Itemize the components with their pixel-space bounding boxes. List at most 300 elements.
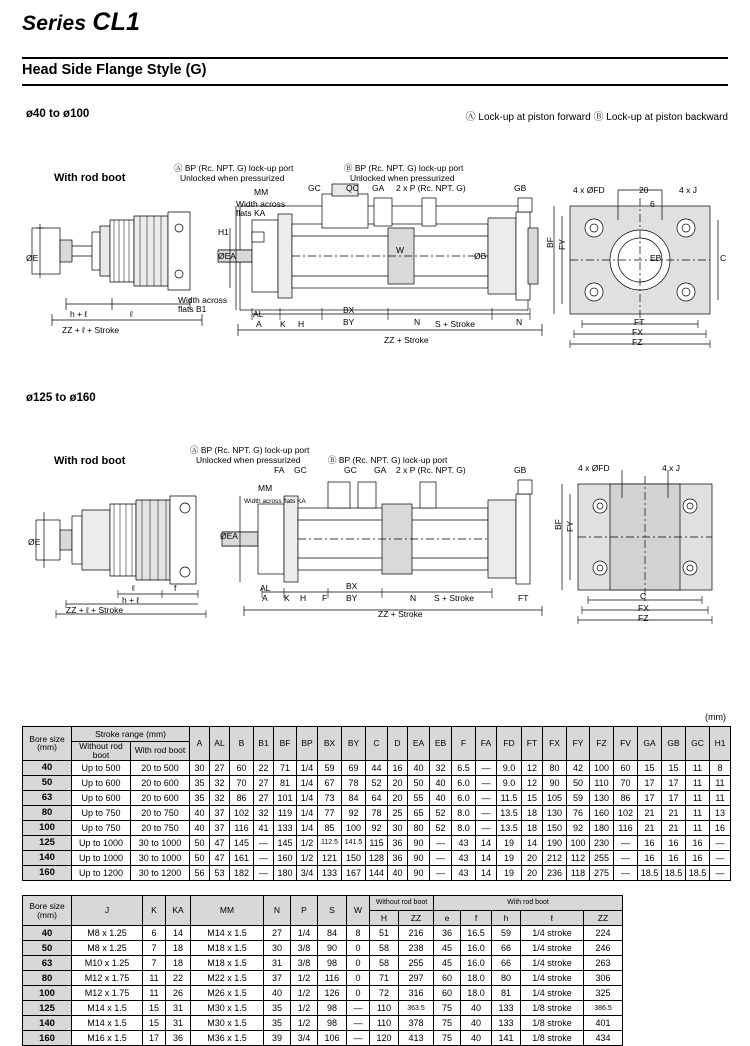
cell-EB: 52	[430, 820, 452, 835]
cell-BF: 71	[274, 760, 297, 775]
cell-F: 8.0	[452, 820, 476, 835]
cell-S: 106	[318, 1031, 347, 1046]
cell-BY: 92	[342, 805, 366, 820]
cell-bore-size: 63	[23, 790, 72, 805]
cell-GA: 16	[638, 850, 662, 865]
cell-e: 75	[434, 1016, 461, 1031]
cell-H1: —	[710, 835, 731, 850]
cell-B1: —	[254, 850, 274, 865]
callout-h1-1: H1	[218, 227, 229, 237]
cell-B: 86	[230, 790, 254, 805]
cell-h-boot: 133	[492, 1001, 521, 1016]
cell-l: 1/4 stroke	[521, 926, 584, 941]
cell-N: 39	[264, 1031, 291, 1046]
cell-BX: 77	[318, 805, 342, 820]
cell-D: 30	[388, 820, 408, 835]
callout-width-across-flats-ka-2: Width across flats KA	[244, 498, 306, 505]
callout-ga-1: GA	[372, 183, 385, 193]
cell-BF: 133	[274, 820, 297, 835]
cell-f: 16.0	[461, 941, 492, 956]
cell-l: 1/8 stroke	[521, 1016, 584, 1031]
callout-oea-2: ØEA	[220, 531, 238, 541]
callout-a-port-2: Ⓐ BP (Rc. NPT. G) lock-up port	[190, 445, 310, 455]
table-row	[23, 986, 623, 1001]
callout-fa-2: FA	[274, 465, 285, 475]
cell-f: 40	[461, 1031, 492, 1046]
th-without-rod-boot: Without rod boot	[72, 742, 131, 761]
table-row	[23, 956, 623, 971]
cell-l: 1/4 stroke	[521, 986, 584, 1001]
cell-F: 8.0	[452, 805, 476, 820]
cell-GC: 16	[686, 835, 710, 850]
th-EA: EA	[408, 727, 430, 761]
th2-K: K	[143, 896, 166, 926]
cell-ZZ-boot: 263	[584, 956, 623, 971]
cell-EA: 50	[408, 775, 430, 790]
cell-N: 37	[264, 971, 291, 986]
cell-FD: 9.0	[497, 775, 522, 790]
callout-c-2: C	[640, 591, 647, 601]
cell-EB: 40	[430, 790, 452, 805]
cell-GB: 15	[662, 760, 686, 775]
cell-EA: 80	[408, 820, 430, 835]
cell-ZZ: 363.5	[399, 1001, 434, 1016]
cell-N: 40	[264, 986, 291, 1001]
divider-under-section-title	[22, 84, 728, 86]
cell-GC: 11	[686, 790, 710, 805]
callout-h-1: H	[298, 319, 305, 329]
cell-FT: 14	[522, 835, 543, 850]
table-row	[23, 775, 731, 790]
cell-h-boot: 133	[492, 1016, 521, 1031]
section-title: Head Side Flange Style (G)	[22, 62, 207, 78]
cell-BY: 150	[342, 850, 366, 865]
th2-bore-line1: Bore size	[29, 900, 65, 911]
th-AL: AL	[210, 727, 230, 761]
cell-N: 27	[264, 926, 291, 941]
th-FT: FT	[522, 727, 543, 761]
cell-FY: 59	[567, 790, 590, 805]
cell-K: 11	[143, 986, 166, 1001]
cell-BX: 67	[318, 775, 342, 790]
callout-b-unlocked-1: Unlocked when pressurized	[350, 173, 455, 183]
cell-BY: 167	[342, 865, 366, 880]
th-GB: GB	[662, 727, 686, 761]
cell-FV: 70	[614, 775, 638, 790]
cell-F: 43	[452, 850, 476, 865]
cell-l: 1/4 stroke	[521, 971, 584, 986]
cell-l: 1/4 stroke	[521, 941, 584, 956]
cell-FD: 19	[497, 865, 522, 880]
cell-GA: 21	[638, 805, 662, 820]
callout-fy-1: FY	[557, 239, 567, 250]
cell-stroke-with-boot: 20 to 750	[131, 805, 190, 820]
cell-FT: 12	[522, 775, 543, 790]
cell-h-boot: 81	[492, 986, 521, 1001]
callout-gc-right-2: GC	[344, 465, 357, 475]
cell-GC: 11	[686, 805, 710, 820]
cell-EB: 52	[430, 805, 452, 820]
cell-FV: 60	[614, 760, 638, 775]
table1-head	[23, 727, 731, 761]
cell-FY: 76	[567, 805, 590, 820]
cell-FY: 50	[567, 775, 590, 790]
cell-ZZ: 238	[399, 941, 434, 956]
cell-FY: 92	[567, 820, 590, 835]
cell-ZZ: 378	[399, 1016, 434, 1031]
cell-KA: 18	[166, 941, 191, 956]
cell-GA: 18.5	[638, 865, 662, 880]
cell-bore-size: 80	[23, 971, 72, 986]
th-F: F	[452, 727, 476, 761]
cell-H: 58	[370, 956, 399, 971]
cell-l: 1/8 stroke	[521, 1001, 584, 1016]
cell-FZ: 275	[590, 865, 614, 880]
cell-H: 71	[370, 971, 399, 986]
cell-C: 144	[366, 865, 388, 880]
cell-BX: 133	[318, 865, 342, 880]
cell-D: 16	[388, 760, 408, 775]
th-A: A	[190, 727, 210, 761]
cell-A: 35	[190, 775, 210, 790]
cell-K: 7	[143, 956, 166, 971]
th2-without-rod-boot: Without rod boot	[370, 896, 434, 911]
cell-bore-size: 50	[23, 941, 72, 956]
cell-J: M8 x 1.25	[72, 926, 143, 941]
th-D: D	[388, 727, 408, 761]
cell-MM: M36 x 1.5	[191, 1031, 264, 1046]
cell-AL: 32	[210, 790, 230, 805]
divider-top	[22, 57, 728, 59]
cell-stroke-with-boot: 30 to 1200	[131, 865, 190, 880]
th-BP: BP	[297, 727, 318, 761]
cell-FZ: 160	[590, 805, 614, 820]
th-FA: FA	[476, 727, 497, 761]
cell-stroke-without-boot: Up to 750	[72, 820, 131, 835]
cell-stroke-with-boot: 20 to 600	[131, 790, 190, 805]
cell-B1: 22	[254, 760, 274, 775]
cell-GC: 11	[686, 760, 710, 775]
cell-H1: 11	[710, 790, 731, 805]
unit-note: (mm)	[705, 712, 726, 722]
callout-mm-1: MM	[254, 187, 269, 197]
dimension-table-1	[22, 726, 731, 881]
th2-with-rod-boot: With rod boot	[434, 896, 623, 911]
cell-MM: M30 x 1.5	[191, 1001, 264, 1016]
cell-FT: 15	[522, 790, 543, 805]
cell-FA: —	[476, 820, 497, 835]
cell-B1: 32	[254, 805, 274, 820]
callout-gc-1: GC	[308, 183, 321, 193]
cell-BP: 1/4	[297, 760, 318, 775]
cell-C: 92	[366, 820, 388, 835]
cell-bore-size: 80	[23, 805, 72, 820]
cell-GA: 17	[638, 790, 662, 805]
th-FX: FX	[543, 727, 567, 761]
cell-FV: 116	[614, 820, 638, 835]
cell-P: 1/2	[291, 1016, 318, 1031]
bore-range-label-1: ø40 to ø100	[26, 108, 90, 120]
table-row	[23, 926, 623, 941]
cell-ZZ: 413	[399, 1031, 434, 1046]
table-row	[23, 820, 731, 835]
th-stroke-range: Stroke range (mm)	[72, 727, 190, 742]
callout-s-stroke-1: S + Stroke	[435, 319, 475, 329]
drawing-125-160	[22, 412, 728, 632]
cell-EA: 90	[408, 865, 430, 880]
th2-P: P	[291, 896, 318, 926]
cell-FV: 86	[614, 790, 638, 805]
cell-H1: —	[710, 850, 731, 865]
cell-BP: 1/2	[297, 850, 318, 865]
cell-EB: 32	[430, 760, 452, 775]
callout-a-port-1: Ⓐ BP (Rc. NPT. G) lock-up port	[174, 163, 294, 173]
table-row	[23, 941, 623, 956]
cell-AL: 37	[210, 820, 230, 835]
cell-BX: 112.5	[318, 835, 342, 850]
cell-stroke-without-boot: Up to 600	[72, 775, 131, 790]
cell-f: 18.0	[461, 986, 492, 1001]
th-FZ: FZ	[590, 727, 614, 761]
cell-GB: 21	[662, 805, 686, 820]
th-H1: H1	[710, 727, 731, 761]
cell-bore-size: 50	[23, 775, 72, 790]
cell-P: 3/8	[291, 956, 318, 971]
th-with-rod-boot: With rod boot	[131, 742, 190, 761]
cell-KA: 31	[166, 1001, 191, 1016]
cell-FZ: 100	[590, 760, 614, 775]
callout-ft-1: FT	[634, 317, 645, 327]
cell-FZ: 255	[590, 850, 614, 865]
cell-l: 1/4 stroke	[521, 956, 584, 971]
cell-BF: 101	[274, 790, 297, 805]
cell-FT: 12	[522, 760, 543, 775]
cell-ZZ: 216	[399, 926, 434, 941]
callout-oe-2: ØE	[28, 537, 41, 547]
cell-FD: 9.0	[497, 760, 522, 775]
cell-e: 75	[434, 1001, 461, 1016]
cell-GB: 18.5	[662, 865, 686, 880]
cell-f: 16.5	[461, 926, 492, 941]
cell-KA: 36	[166, 1031, 191, 1046]
cell-P: 1/2	[291, 986, 318, 1001]
cell-FD: 11.5	[497, 790, 522, 805]
cell-J: M12 x 1.75	[72, 971, 143, 986]
cell-MM: M18 x 1.5	[191, 941, 264, 956]
cell-AL: 27	[210, 760, 230, 775]
cell-stroke-with-boot: 20 to 750	[131, 820, 190, 835]
cell-P: 1/4	[291, 926, 318, 941]
cell-BX: 121	[318, 850, 342, 865]
cell-B: 116	[230, 820, 254, 835]
th-GC: GC	[686, 727, 710, 761]
cell-GA: 15	[638, 760, 662, 775]
th2-W: W	[347, 896, 370, 926]
cell-W: 0	[347, 941, 370, 956]
cell-B: 161	[230, 850, 254, 865]
cell-W: 0	[347, 986, 370, 1001]
th-C: C	[366, 727, 388, 761]
callout-bx-2: BX	[346, 581, 358, 591]
cell-FX: 190	[543, 835, 567, 850]
cell-BP: 1/4	[297, 775, 318, 790]
cell-ZZ-boot: 434	[584, 1031, 623, 1046]
cell-GB: 16	[662, 835, 686, 850]
series-name: CL1	[92, 8, 141, 36]
cell-stroke-without-boot: Up to 500	[72, 760, 131, 775]
table-row	[23, 835, 731, 850]
callout-f-small-2: f	[174, 583, 177, 593]
cell-stroke-with-boot: 20 to 500	[131, 760, 190, 775]
cell-BY: 100	[342, 820, 366, 835]
th2-ZZ: ZZ	[399, 911, 434, 926]
cell-FD: 19	[497, 835, 522, 850]
cell-H1: 11	[710, 775, 731, 790]
cell-H1: 13	[710, 805, 731, 820]
cell-h-boot: 66	[492, 941, 521, 956]
cell-W: 0	[347, 956, 370, 971]
callout-al-1: AL	[253, 309, 264, 319]
cell-BY: 69	[342, 760, 366, 775]
cell-FZ: 110	[590, 775, 614, 790]
cell-EB: —	[430, 865, 452, 880]
cell-W: —	[347, 1001, 370, 1016]
th-GA: GA	[638, 727, 662, 761]
cell-stroke-with-boot: 30 to 1000	[131, 835, 190, 850]
cell-FA: —	[476, 760, 497, 775]
cell-BP: 1/2	[297, 835, 318, 850]
cell-B: 145	[230, 835, 254, 850]
cell-J: M8 x 1.25	[72, 941, 143, 956]
cell-F: 6.0	[452, 790, 476, 805]
th-B: B	[230, 727, 254, 761]
cell-GB: 17	[662, 775, 686, 790]
cell-J: M16 x 1.5	[72, 1031, 143, 1046]
th-bore-size	[23, 727, 72, 761]
table-row	[23, 865, 731, 880]
cell-stroke-without-boot: Up to 750	[72, 805, 131, 820]
bore-range-label-2: ø125 to ø160	[26, 392, 96, 404]
cell-FX: 130	[543, 805, 567, 820]
cell-BP: 1/4	[297, 820, 318, 835]
callout-h-plus-l-1: h + ℓ	[70, 309, 88, 319]
cell-bore-size: 63	[23, 956, 72, 971]
cell-BP: 3/4	[297, 865, 318, 880]
callout-6-1: 6	[650, 199, 655, 209]
cell-H1: 16	[710, 820, 731, 835]
cell-H1: —	[710, 865, 731, 880]
callout-b-port-2: Ⓑ BP (Rc. NPT. G) lock-up port	[328, 455, 448, 465]
cell-f: 16.0	[461, 956, 492, 971]
cell-B: 60	[230, 760, 254, 775]
cell-N: 31	[264, 956, 291, 971]
cell-FV: —	[614, 865, 638, 880]
cell-ZZ: 297	[399, 971, 434, 986]
cell-AL: 32	[210, 775, 230, 790]
callout-4xfd-2: 4 x ØFD	[578, 463, 610, 473]
cell-P: 1/2	[291, 1001, 318, 1016]
cell-ZZ-boot: 401	[584, 1016, 623, 1031]
cell-FV: 102	[614, 805, 638, 820]
table-row	[23, 805, 731, 820]
cell-EB: 40	[430, 775, 452, 790]
callout-k-1: K	[280, 319, 286, 329]
cell-GC: 18.5	[686, 865, 710, 880]
callout-by-2: BY	[346, 593, 358, 603]
cell-B: 102	[230, 805, 254, 820]
callout-2xp-1: 2 x P (Rc. NPT. G)	[396, 183, 466, 193]
th-BY: BY	[342, 727, 366, 761]
th2-N: N	[264, 896, 291, 926]
callout-bf-1: BF	[545, 237, 555, 248]
callout-20-1: 20	[639, 185, 649, 195]
cell-KA: 22	[166, 971, 191, 986]
cell-KA: 18	[166, 956, 191, 971]
callout-al-2: AL	[260, 583, 271, 593]
cell-B1: 41	[254, 820, 274, 835]
cell-AL: 47	[210, 850, 230, 865]
cell-bore-size: 140	[23, 1016, 72, 1031]
cell-GC: 11	[686, 820, 710, 835]
callout-4xj-2: 4 x J	[662, 463, 680, 473]
callout-l-1: ℓ	[130, 309, 133, 319]
cell-h-boot: 80	[492, 971, 521, 986]
cell-bore-size: 40	[23, 760, 72, 775]
cell-D: 40	[388, 865, 408, 880]
cell-P: 3/4	[291, 1031, 318, 1046]
cell-GC: 11	[686, 775, 710, 790]
callout-width-across-flats-b1-1: Width across flats B1	[178, 295, 228, 314]
callout-k-2: K	[284, 593, 290, 603]
callout-bf-2: BF	[553, 519, 563, 530]
cell-C: 64	[366, 790, 388, 805]
cell-GB: 16	[662, 850, 686, 865]
cell-D: 20	[388, 775, 408, 790]
drawing-40-100	[22, 128, 728, 373]
th2-J: J	[72, 896, 143, 926]
cell-H: 110	[370, 1001, 399, 1016]
cell-GB: 17	[662, 790, 686, 805]
th2-h: h	[492, 911, 521, 926]
cell-K: 11	[143, 971, 166, 986]
cell-B: 70	[230, 775, 254, 790]
cell-ZZ-boot: 246	[584, 941, 623, 956]
cell-D: 36	[388, 850, 408, 865]
cell-AL: 47	[210, 835, 230, 850]
th-bore-line1: Bore size	[29, 733, 65, 744]
cell-W: 8	[347, 926, 370, 941]
cell-J: M12 x 1.75	[72, 986, 143, 1001]
cell-ZZ-boot: 325	[584, 986, 623, 1001]
cell-W: 0	[347, 971, 370, 986]
th-BX: BX	[318, 727, 342, 761]
cell-KA: 26	[166, 986, 191, 1001]
cell-EA: 40	[408, 760, 430, 775]
table-row	[23, 850, 731, 865]
cell-bore-size: 160	[23, 865, 72, 880]
cell-C: 78	[366, 805, 388, 820]
cell-stroke-with-boot: 30 to 1000	[131, 850, 190, 865]
cell-S: 98	[318, 1001, 347, 1016]
cell-P: 3/8	[291, 941, 318, 956]
callout-gb-1: GB	[514, 183, 527, 193]
cell-stroke-without-boot: Up to 1000	[72, 835, 131, 850]
callout-b-port-1: Ⓑ BP (Rc. NPT. G) lock-up port	[344, 163, 464, 173]
callout-c-1: C	[720, 253, 727, 263]
cell-F: 6.5	[452, 760, 476, 775]
cell-J: M10 x 1.25	[72, 956, 143, 971]
cell-FX: 212	[543, 850, 567, 865]
